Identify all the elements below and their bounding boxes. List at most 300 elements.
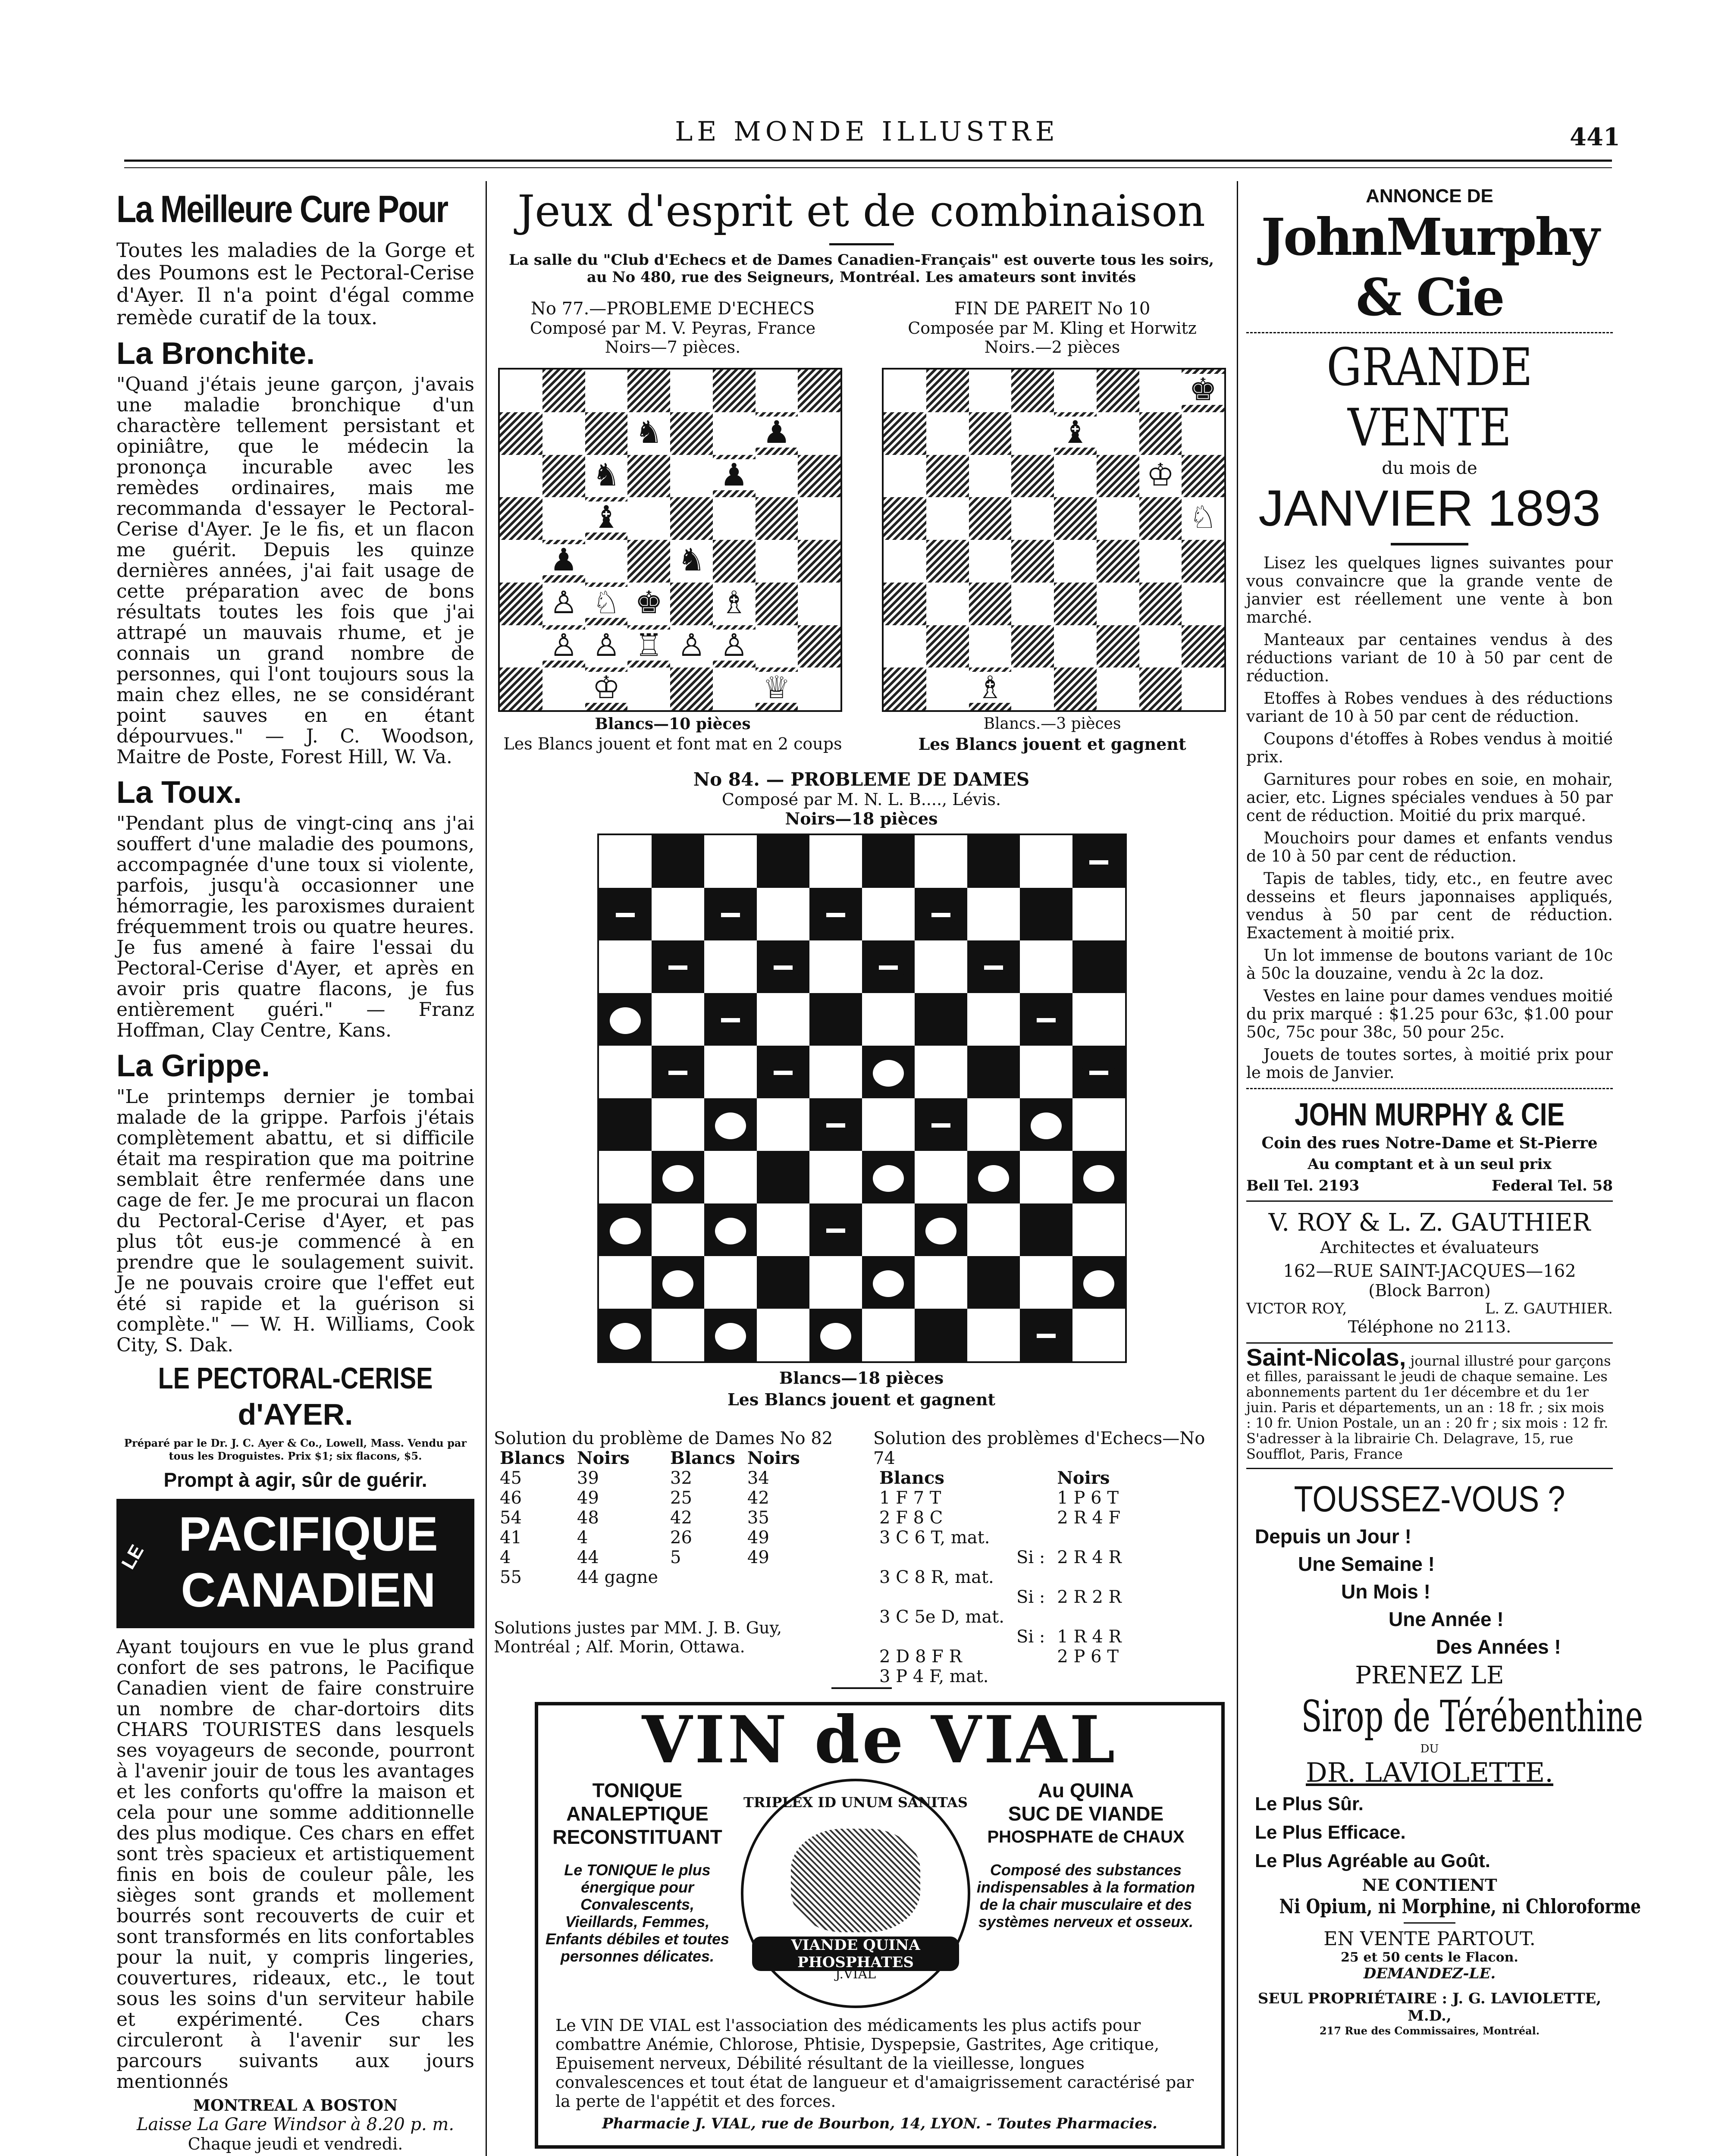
firm-name: JohnMurphy & Cie <box>1261 207 1598 327</box>
table-cell: 2 P 6 T <box>1057 1647 1119 1667</box>
dark-square <box>670 583 713 625</box>
light-square <box>756 625 798 668</box>
light-square <box>926 583 969 625</box>
table-cell: 49 <box>747 1548 769 1567</box>
table-cell: 3 P 4 F, mat. <box>879 1667 989 1686</box>
light-square <box>756 455 798 498</box>
white-king-icon: ♔ <box>1139 459 1182 490</box>
light-square <box>969 455 1012 498</box>
solution-echecs-table <box>873 1468 1128 1686</box>
table-cell <box>873 1548 1010 1567</box>
saint-nicolas-name: Saint-Nicolas, <box>1246 1344 1406 1371</box>
light-square <box>1182 412 1224 455</box>
white-draught-piece <box>661 1164 695 1193</box>
vial-pharmacie: Pharmacie J. VIAL, rue de Bourbon, 14, LYON. - Toutes Pharmacies. <box>602 2115 1157 2132</box>
light-square <box>884 370 926 412</box>
vial-seal <box>741 1779 970 2008</box>
dark-square <box>1011 540 1054 583</box>
light-square <box>884 625 926 668</box>
table-cell <box>1010 1567 1051 1587</box>
vial-right-3: PHOSPHATE de CHAUX <box>987 1827 1185 1846</box>
light-square <box>599 1151 652 1203</box>
white-queen-icon: ♕ <box>756 672 798 703</box>
solution-dames <box>494 1429 856 1587</box>
light-square <box>1072 1098 1125 1151</box>
light-square <box>969 540 1012 583</box>
light-square <box>756 370 798 412</box>
prenez-le: PRENEZ LE <box>1355 1661 1504 1689</box>
problem-84-author: Composé par M. N. L. B...., Lévis. <box>721 790 1001 809</box>
sale-item: Lisez les quelques lignes suivantes pour vous convaincre que la grande vente de janvier est réellement une vente à bon marché. <box>1246 554 1613 627</box>
ne-contient: NE CONTIENT <box>1362 1875 1497 1895</box>
column-header: Blancs <box>879 1468 944 1488</box>
dark-square <box>884 412 926 455</box>
sale-item: Vestes en laine pour dames vendues moitié du prix marqué : $1.25 pour 63c, $1.00 pour 50c, 75c pour 38c, 50 pour 25c. <box>1246 987 1613 1041</box>
table-row <box>873 1587 1128 1607</box>
section-rule <box>831 1687 892 1689</box>
vial-left-3: RECONSTITUANT <box>552 1826 722 1848</box>
dark-square <box>967 1256 1020 1309</box>
vial-left-1: TONIQUE <box>592 1779 683 1802</box>
dark-square <box>1182 455 1224 498</box>
light-square <box>915 940 967 993</box>
du-mois: du mois de <box>1382 458 1477 478</box>
vial-seal-motto: TRIPLEX ID UNUM SANITAS <box>743 1794 968 1811</box>
dark-square <box>652 835 704 888</box>
dark-square <box>969 583 1012 625</box>
black-draught-piece <box>1082 1059 1116 1088</box>
white-pawn-icon: ♙ <box>542 587 585 618</box>
qualities <box>1246 1790 1613 1875</box>
light-square <box>915 1151 967 1203</box>
table-cell <box>873 1587 1010 1607</box>
light-square <box>1072 888 1125 940</box>
pacifique-title: PACIFIQUE <box>179 1507 438 1561</box>
dark-square <box>1097 455 1139 498</box>
problem-77-blancs: Blancs—10 pièces <box>595 715 751 733</box>
sale-item: Garnitures pour robes en soie, en mohair, acier, etc. Lignes spéciales vendues à 50 par cent de réduction. Moitié du prix marqué. <box>1246 770 1613 825</box>
table-cell <box>1010 1488 1051 1508</box>
black-draught-piece <box>714 901 747 930</box>
light-square <box>756 540 798 583</box>
table-row <box>873 1667 1128 1686</box>
solutions <box>494 1429 1229 1686</box>
light-square <box>704 1256 757 1309</box>
light-square <box>969 625 1012 668</box>
table-cell: 2 R 4 R <box>1057 1548 1122 1567</box>
light-square <box>1072 1203 1125 1256</box>
dark-square <box>713 370 756 412</box>
page-number: 441 <box>1570 123 1620 151</box>
dark-square <box>926 625 969 668</box>
vial-seal-landscape <box>791 1829 920 1932</box>
table-cell: Si : <box>1016 1587 1045 1607</box>
problem-84-noirs: Noirs—18 pièces <box>785 809 938 828</box>
dark-square <box>926 455 969 498</box>
table-cell: 4 <box>500 1548 511 1567</box>
light-square <box>915 835 967 888</box>
black-knight-icon: ♞ <box>627 417 670 448</box>
pacifique-text: Ayant toujours en vue le plus grand confort de ses patrons, le Pacifique Canadien vient de faire construire un nombre de char-dortoirs dits CHARS TOURISTES dans lesquels ses voyageurs de seconde, pourront à l'avenir jouir de tous les avantages et les conforts qu'offre la maison et cela pour une somme additionnelle des plus modique. Ces chars en effet sont très spacieux et artistiquement finis en bois de couleur pâle, les sièges sont grands et mollement bourrés sont recouverts de cuir et sont transformés en lits confortables pour la nuit, y compris lingeries, couvertures, rideaux, etc., le tout sous les soins d'un serviteur habile et expérimenté. Ces chars circuleront à l'avenir sur les parcours suivants aux jours mentionnés <box>116 1636 474 2093</box>
dark-square <box>1054 583 1097 625</box>
light-square <box>757 993 809 1046</box>
table-cell: 1 R 4 R <box>1057 1627 1122 1647</box>
title-rule <box>829 243 894 245</box>
light-square <box>704 940 757 993</box>
chessboard-fin <box>882 368 1226 712</box>
black-bishop-icon: ♝ <box>1054 417 1097 448</box>
light-square <box>967 993 1020 1046</box>
dark-square <box>798 625 840 668</box>
light-square <box>1054 625 1097 668</box>
bell-tel: Bell Tel. 2193 <box>1246 1177 1360 1194</box>
murphy-firm: JOHN MURPHY & CIE <box>1294 1097 1565 1132</box>
light-square <box>1011 497 1054 540</box>
dark-square <box>1072 940 1125 993</box>
white-draught-piece <box>608 1006 642 1035</box>
grande-vente: GRANDE VENTE <box>1326 338 1533 458</box>
light-square <box>967 1203 1020 1256</box>
table-cell: 48 <box>577 1508 599 1528</box>
partners <box>1246 1300 1613 1317</box>
cure-intro: Toutes les maladies de la Gorge et des Poumons est le Pectoral-Cerise d'Ayer. Il n'a point d'égal comme remède curatif de la toux. <box>116 238 474 329</box>
solution-echecs-heading: Solution des problèmes d'Echecs—No 74 <box>873 1429 1205 1468</box>
table-cell: 55 <box>500 1567 522 1587</box>
light-square <box>1020 1151 1072 1203</box>
dark-square <box>862 835 915 888</box>
light-square <box>652 1203 704 1256</box>
white-draught-piece <box>661 1269 695 1298</box>
rule <box>1246 1200 1613 1202</box>
roy-telephone: Téléphone no 2113. <box>1348 1317 1511 1336</box>
light-square <box>798 583 840 625</box>
table-cell: 26 <box>670 1528 692 1548</box>
du-label: DU <box>1420 1742 1439 1755</box>
white-bishop-icon: ♗ <box>713 587 756 618</box>
light-square <box>798 412 840 455</box>
dark-square <box>915 993 967 1046</box>
black-knight-icon: ♞ <box>585 459 628 490</box>
light-square <box>1020 1046 1072 1098</box>
table-row <box>494 1528 806 1548</box>
ni-opium: Ni Opium, ni Morphine, ni Chloroforme <box>1279 1895 1641 1918</box>
table-row <box>494 1508 806 1528</box>
sale-item: Mouchoirs pour dames et enfants vendus de 10 à 50 par cent de réduction. <box>1246 829 1613 865</box>
header-rule-thin <box>124 167 1612 168</box>
light-square <box>1054 455 1097 498</box>
vial-left-text: Le TONIQUE le plus énergique pour Convalescents, Vieillards, Femmes, Enfants débiles et toutes personnes délicates. <box>545 1861 730 1965</box>
solutions-justes: Solutions justes par MM. J. B. Guy, Montréal ; Alf. Morin, Ottawa. <box>494 1618 782 1656</box>
light-square <box>884 540 926 583</box>
pacifique-banner <box>116 1499 474 1628</box>
column-header: Noirs <box>1057 1468 1110 1488</box>
light-square <box>862 993 915 1046</box>
light-square <box>1139 370 1182 412</box>
light-square <box>809 835 862 888</box>
sale-item: Coupons d'étoffes à Robes vendus à moitié prix. <box>1246 730 1613 766</box>
light-square <box>862 1098 915 1151</box>
pacifique-le: LE <box>117 1541 148 1573</box>
table-cell: 2 F 8 C <box>879 1508 943 1528</box>
table-cell: 39 <box>577 1468 599 1488</box>
light-square <box>652 1309 704 1361</box>
table-cell: 42 <box>747 1488 769 1508</box>
table-cell: 4 <box>577 1528 588 1548</box>
fin-author: Composée par M. Kling et Horwitz <box>908 319 1197 338</box>
black-draught-piece <box>661 953 695 983</box>
table-cell: 41 <box>500 1528 522 1548</box>
light-square <box>862 1203 915 1256</box>
vial-right-text: Composé des substances indispensables à la formation de la chair musculaire et des systèmes nerveux et osseux. <box>976 1861 1195 1930</box>
draughts-board <box>597 834 1127 1363</box>
light-square <box>670 370 713 412</box>
architectes: Architectes et évaluateurs <box>1320 1238 1539 1257</box>
chess-problems <box>494 299 1229 752</box>
annonce-label: ANNONCE DE <box>1366 185 1493 207</box>
light-square <box>757 888 809 940</box>
saint-nicolas-text: journal illustré pour garçons et filles, paraissant le jeudi de chaque semaine. Les abonnements partent du 1er décembre et du 1er juin. Paris et départements, un an : 18 fr. ; six mois : 10 fr. Union Postale, un an : 20 fr ; six mois : 12 fr. S'adresser à la librairie Ch. Delagrave, 15, rue Soufflot, Paris, France <box>1246 1353 1611 1462</box>
duration-line: Une Semaine ! <box>1298 1553 1435 1575</box>
rule <box>1404 1922 1455 1924</box>
table-cell: Si : <box>1016 1627 1045 1647</box>
problem-84-blancs: Blancs—18 pièces <box>779 1368 944 1388</box>
light-square <box>542 497 585 540</box>
lz-gauthier: L. Z. GAUTHIER. <box>1485 1300 1613 1317</box>
light-square <box>809 1046 862 1098</box>
proprietaire: SEUL PROPRIÉTAIRE : J. G. LAVIOLETTE, M.D., <box>1257 1990 1602 2024</box>
light-square <box>585 370 628 412</box>
murphy-phones <box>1246 1177 1613 1194</box>
dark-square <box>1139 583 1182 625</box>
column-rule <box>486 181 487 2156</box>
left-column <box>116 185 474 2156</box>
sale-items <box>1246 554 1613 1082</box>
table-row <box>873 1647 1128 1667</box>
table-cell: 42 <box>670 1508 692 1528</box>
table-cell <box>664 1567 741 1587</box>
toussez-vous: TOUSSEZ-VOUS ? <box>1294 1479 1565 1519</box>
column-header: Blancs <box>670 1448 735 1468</box>
problem-77-task: Les Blancs jouent et font mat en 2 coups <box>503 734 842 753</box>
white-draught-piece <box>608 1216 642 1246</box>
grippe-text: "Le printemps dernier je tombai malade de la grippe. Parfois j'étais complètement abattu, et si difficile était ma respiration que ma poitrine semblait être renfermée dans une cage de fer. Je me procurai un flacon du Pectoral-Cerise d'Ayer, et pas plus tôt eus-je commencé à en prendre que le soulagement suivit. Je ne pouvais croire que l'effet eut été si rapide et la guérison si complète." — W. H. Williams, Cook City, S. Dak. <box>116 1086 474 1356</box>
light-square <box>704 835 757 888</box>
product-name: LE PECTORAL-CERISE <box>158 1361 433 1395</box>
janvier-1893: JANVIER 1893 <box>1258 480 1601 537</box>
light-square <box>1020 1256 1072 1309</box>
table-cell: 44 gagne <box>577 1567 658 1587</box>
light-square <box>627 667 670 710</box>
sale-item: Manteaux par centaines vendus à des réductions variant de 10 à 50 par cent de réduction. <box>1246 630 1613 685</box>
light-square <box>1011 583 1054 625</box>
table-cell: 2 R 4 F <box>1057 1508 1121 1528</box>
white-draught-piece <box>714 1216 747 1246</box>
table-cell <box>1010 1647 1051 1667</box>
black-draught-piece <box>1029 1006 1063 1035</box>
white-pawn-icon: ♙ <box>542 630 585 661</box>
problem-84-task: Les Blancs jouent et gagnent <box>727 1390 996 1409</box>
problem-77 <box>494 299 852 753</box>
light-square <box>585 540 628 583</box>
light-square <box>798 497 840 540</box>
dark-square <box>1020 888 1072 940</box>
light-square <box>809 1256 862 1309</box>
dark-square <box>798 370 840 412</box>
table-cell <box>1010 1528 1051 1548</box>
murphy-corner: Coin des rues Notre-Dame et St-Pierre <box>1261 1134 1598 1152</box>
light-square <box>1182 583 1224 625</box>
dark-square <box>627 370 670 412</box>
white-knight-icon: ♘ <box>585 587 628 618</box>
light-square <box>967 1309 1020 1361</box>
vial-right-1: Au QUINA <box>1038 1779 1134 1802</box>
light-square <box>1097 497 1139 540</box>
dark-square <box>670 497 713 540</box>
table-cell <box>741 1567 806 1587</box>
dark-square <box>585 412 628 455</box>
table-cell <box>1010 1508 1051 1528</box>
routes-list <box>116 2096 474 2156</box>
route-title: MONTREAL A BOSTON <box>193 2096 398 2115</box>
table-cell <box>1010 1667 1051 1686</box>
table-row <box>873 1508 1128 1528</box>
prix-flacon: 25 et 50 cents le Flacon. <box>1341 1950 1518 1965</box>
dark-square <box>1054 667 1097 710</box>
fin-blancs: Blancs.—3 pièces <box>983 715 1121 733</box>
light-square <box>500 540 542 583</box>
light-square <box>1097 412 1139 455</box>
dark-square <box>670 412 713 455</box>
light-square <box>652 888 704 940</box>
vial-seal-band: VIANDE QUINA PHOSPHATES <box>752 1937 959 1971</box>
quality-line: Le Plus Agréable au Goût. <box>1255 1850 1491 1871</box>
dark-square <box>915 1309 967 1361</box>
quality-line: Le Plus Sûr. <box>1255 1793 1364 1814</box>
product-name-2: d'AYER. <box>238 1398 353 1431</box>
black-draught-piece <box>924 901 958 930</box>
dark-square <box>926 370 969 412</box>
table-row <box>873 1627 1128 1647</box>
product-prep: Préparé par le Dr. J. C. Ayer & Co., Lowell, Mass. Vendu par tous les Droguistes. Prix $1; six flacons, $5. <box>124 1437 467 1462</box>
vial-seal-name: J.VIAL <box>835 1967 876 1982</box>
dark-square <box>756 583 798 625</box>
solution-dames-heading: Solution du problème de Dames No 82 <box>494 1429 833 1448</box>
column-header: Blancs <box>500 1448 565 1468</box>
demandez: DEMANDEZ-LE. <box>1363 1965 1496 1982</box>
bronchite-heading: La Bronchite. <box>116 336 315 371</box>
dark-square <box>884 583 926 625</box>
dark-square <box>969 412 1012 455</box>
dark-square <box>757 835 809 888</box>
light-square <box>670 455 713 498</box>
light-square <box>757 1098 809 1151</box>
light-square <box>1182 667 1224 710</box>
light-square <box>1072 1309 1125 1361</box>
light-square <box>1139 625 1182 668</box>
light-square <box>1054 540 1097 583</box>
dark-square <box>1182 625 1224 668</box>
dark-square <box>884 667 926 710</box>
right-column <box>1246 185 1643 2037</box>
light-square <box>809 940 862 993</box>
vial-brand: VIN de VIAL <box>642 1702 1118 1778</box>
white-draught-piece <box>977 1164 1010 1193</box>
light-square <box>969 370 1012 412</box>
light-square <box>500 455 542 498</box>
sale-item: Etoffes à Robes vendues à des réductions variant de 10 à 50 par cent de réduction. <box>1246 689 1613 726</box>
dark-square <box>926 540 969 583</box>
light-square <box>713 667 756 710</box>
route-frequency: Chaque jeudi et vendredi. <box>188 2134 403 2153</box>
light-square <box>599 1256 652 1309</box>
dark-square <box>1011 370 1054 412</box>
light-square <box>542 412 585 455</box>
light-square <box>926 667 969 710</box>
light-square <box>652 1098 704 1151</box>
table-cell: 49 <box>577 1488 599 1508</box>
dark-square <box>756 497 798 540</box>
table-row <box>494 1567 806 1587</box>
table-row <box>494 1488 806 1508</box>
canadien-title: CANADIEN <box>181 1563 436 1617</box>
white-draught-piece <box>872 1059 905 1088</box>
dark-square <box>670 667 713 710</box>
dark-square <box>713 540 756 583</box>
light-square <box>967 1098 1020 1151</box>
dark-square <box>798 455 840 498</box>
black-draught-piece <box>714 1006 747 1035</box>
light-square <box>809 1151 862 1203</box>
fin-task: Les Blancs jouent et gagnent <box>918 734 1186 754</box>
rule <box>1246 1468 1613 1469</box>
dark-square <box>798 540 840 583</box>
dark-square <box>967 1046 1020 1098</box>
dark-square <box>627 455 670 498</box>
white-knight-icon: ♘ <box>1182 501 1224 533</box>
white-draught-piece <box>872 1269 905 1298</box>
bronchite-text: "Quand j'étais jeune garçon, j'avais une maladie bronchique d'un charactère tellement persistant et opiniâtre, que le médecin la prononça incurable avec les remèdes ordinaires, mais me recommanda d'essayer le Pectoral-Cerise d'Ayer. Je le fis, et un flacon me guérit. Depuis les quinze dernières années, j'ai fait usage de cette préparation avec de bons résultats toutes les fois que j'ai attrapé un mauvais rhume, et je connais un grand nombre de personnes, qui l'ont toujours sous la main chez elles, ne se considérant point sauves en en étant dépourvues." — J. C. Woodson, Maitre de Poste, Forest Hill, W. Va. <box>116 373 474 768</box>
table-row <box>873 1528 1128 1548</box>
cure-headline: La Meilleure Cure Pour <box>116 188 448 230</box>
black-pawn-icon: ♟ <box>756 417 798 448</box>
proprietaire-address: 217 Rue des Commissaires, Montréal. <box>1319 2024 1540 2037</box>
running-head: LE MONDE ILLUSTRE <box>675 116 1059 147</box>
table-cell: Si : <box>1016 1548 1045 1567</box>
chessboard-77 <box>498 368 842 712</box>
dark-square <box>1011 455 1054 498</box>
white-pawn-icon: ♙ <box>713 630 756 661</box>
white-pawn-icon: ♙ <box>670 630 713 661</box>
problem-77-author: Composé par M. V. Peyras, France <box>530 319 816 338</box>
problem-84 <box>494 769 1229 1429</box>
table-cell <box>1051 1528 1127 1548</box>
white-draught-piece <box>714 1322 747 1351</box>
vin-de-vial-ad <box>535 1702 1225 2149</box>
white-draught-piece <box>1082 1269 1116 1298</box>
toux-text: "Pendant plus de vingt-cinq ans j'ai souffert d'une maladie des poumons, accompagnée d'une toux si violente, parfois, jusqu'à occasionner une hémorragie, les paroxismes duraient fréquemment trois ou quatre heures. Je fus amené à faire l'essai du Pectoral-Cerise d'Ayer, et après en avoir pris quatre flacons, je fus entièrement guéri." — Franz Hoffman, Clay Centre, Kans. <box>116 812 474 1041</box>
wavy-rule <box>1246 332 1613 333</box>
light-square <box>599 835 652 888</box>
dark-square <box>500 667 542 710</box>
light-square <box>500 370 542 412</box>
white-draught-piece <box>819 1322 853 1351</box>
table-cell <box>1051 1667 1127 1686</box>
dark-square <box>809 993 862 1046</box>
white-draught-piece <box>872 1164 905 1193</box>
club-notice: La salle du "Club d'Echecs et de Dames Canadien-Français" est ouverte tous les soirs, au No 480, rue des Seigneurs, Montréal. Les amateurs sont invités <box>509 251 1214 286</box>
black-draught-piece <box>766 953 800 983</box>
table-row <box>873 1607 1128 1627</box>
